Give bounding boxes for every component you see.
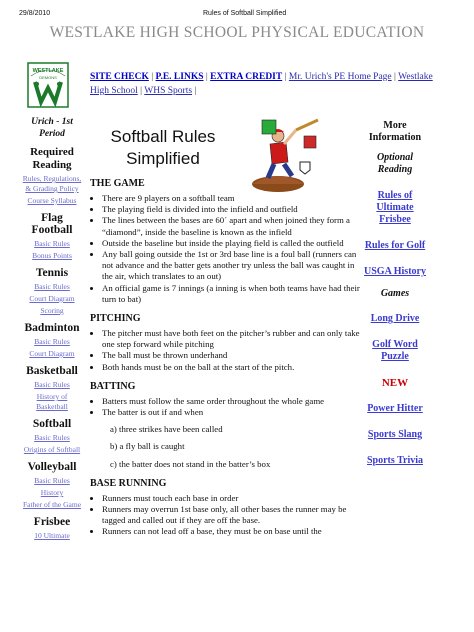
site-check-link[interactable]: SITE CHECK <box>90 72 149 82</box>
logo-sub-text: DEMONS <box>39 75 57 80</box>
sport-link[interactable]: Court Diagram <box>29 349 75 358</box>
new-links <box>362 403 428 467</box>
westlake-demons-logo[interactable] <box>27 62 69 108</box>
sport-heading: Frisbee <box>33 516 71 528</box>
rule-item: • The pitcher must have both feet on the pitcher’s rubber and can only take one step forward while pitching <box>102 328 366 350</box>
out-condition: a) three strikes have been called <box>110 424 223 435</box>
sport-heading: Badminton <box>24 322 80 334</box>
print-title: Rules of Softball Simplified <box>203 10 287 17</box>
sport-heading: Flag Football <box>31 212 73 236</box>
games-heading: Games <box>380 288 410 299</box>
more-information-heading: More Information <box>368 120 422 143</box>
sport-heading: Tennis <box>35 267 69 279</box>
section-heading: BASE RUNNING <box>90 477 167 489</box>
sport-link[interactable]: Basic Rules <box>34 476 70 485</box>
required-reading-heading: Required Reading <box>30 146 74 171</box>
section-heading: THE GAME <box>90 178 145 189</box>
sport-link[interactable]: Basic Rules <box>34 337 70 346</box>
rule-item: • Outside the baseline but inside the playing field is called the outfield <box>102 238 366 249</box>
sport-link[interactable]: Basic Rules <box>34 239 70 248</box>
sport-link[interactable]: 10 Ultimate <box>34 531 70 540</box>
sport-link[interactable]: Basic Rules <box>34 433 70 442</box>
out-condition: b) a fly ball is caught <box>110 441 185 452</box>
rule-item: • An official game is 7 innings (a inning is when both teams have had their turn to bat) <box>102 283 366 305</box>
rule-item: • The playing field is divided into the infield and outfield <box>102 204 366 215</box>
rule-item: • There are 9 players on a softball team <box>102 193 366 204</box>
rule-item: • Batters must follow the same order throughout the whole game <box>102 396 366 407</box>
sport-link[interactable]: Father of the Game <box>22 500 82 509</box>
right-sidebar <box>362 120 428 467</box>
rules-list <box>88 328 366 373</box>
left-sidebar <box>20 116 84 543</box>
nav-separator: | <box>151 72 154 82</box>
info-link[interactable]: Sports Slang <box>367 429 423 440</box>
extra-credit-link[interactable]: EXTRA CREDIT <box>210 72 283 82</box>
rule-item: • The ball must be thrown underhand <box>102 350 366 361</box>
new-heading: NEW <box>381 377 409 389</box>
site-title: WESTLAKE HIGH SCHOOL PHYSICAL EDUCATION <box>49 24 425 41</box>
pe-home-page-link[interactable]: Mr. Urich's PE Home Page <box>288 72 392 82</box>
rule-item: • Runners can not lead off a base, they must be on base until the <box>102 526 366 537</box>
sports-list <box>20 212 84 541</box>
optional-reading-links <box>362 190 428 278</box>
softball-player-illustration <box>248 118 328 194</box>
sport-heading: Basketball <box>26 365 78 377</box>
rule-item: • Runners must touch each base in order <box>102 493 366 504</box>
pe-links-link[interactable]: P.E. LINKS <box>155 72 204 82</box>
rules-regulations-link[interactable]: Rules, Regulations, & Grading Policy <box>22 174 82 193</box>
sport-heading: Softball <box>32 418 72 430</box>
sport-link[interactable]: Scoring <box>40 306 64 315</box>
nav-separator: | <box>284 72 287 82</box>
logo-top-text: WESTLAKE <box>32 68 64 74</box>
sport-link[interactable]: Court Diagram <box>29 294 75 303</box>
rules-list <box>88 396 366 418</box>
info-link[interactable]: Rules of Ultimate Frisbee <box>376 190 414 225</box>
rule-item: • The lines between the bases are 60´ apart and when joined they form a “diamond”, inside the baseline is known as the infield <box>102 215 366 237</box>
rules-list <box>88 193 366 305</box>
nav-separator: | <box>140 86 143 96</box>
nav-separator: | <box>194 86 197 96</box>
sport-link[interactable]: History of Basketball <box>36 392 68 411</box>
section-heading: PITCHING <box>90 313 141 325</box>
optional-reading-heading: Optional Reading <box>376 152 414 175</box>
sport-link[interactable]: Basic Rules <box>34 380 70 389</box>
westlake-high-school-link[interactable]: Westlake High School <box>90 72 433 96</box>
main-content <box>88 120 366 538</box>
info-link[interactable]: USGA History <box>364 266 426 277</box>
info-link[interactable]: Power Hitter <box>367 403 423 414</box>
rule-item: • Any ball going outside the 1st or 3rd base line is a foul ball (runners can not advance and the batter gets another try unless the ball was caught in the air, which translates to an out) <box>102 249 366 283</box>
whs-sports-link[interactable]: WHS Sports <box>144 86 193 96</box>
section-heading: BATTING <box>90 380 136 392</box>
period-label: Urich - 1st Period <box>31 117 73 139</box>
rules-list <box>88 493 366 538</box>
page-title: Softball Rules Simplified <box>110 127 216 168</box>
sport-link[interactable]: History <box>40 488 64 497</box>
rule-item: • Runners may overrun 1st base only, all other bases the runner may be tagged and called out if they are off the base. <box>102 504 366 526</box>
info-link[interactable]: Sports Trivia <box>366 455 424 466</box>
info-link[interactable]: Rules for Golf <box>364 240 426 251</box>
nav-separator: | <box>394 72 396 82</box>
print-date: 29/8/2010 <box>19 10 51 17</box>
rule-item: • The batter is out if and when <box>102 407 366 418</box>
print-header <box>0 0 474 20</box>
sport-link[interactable]: Bonus Points <box>32 251 72 260</box>
games-links <box>362 313 428 363</box>
nav-separator: | <box>205 72 208 82</box>
info-link[interactable]: Golf Word Puzzle <box>372 339 418 362</box>
sport-heading: Volleyball <box>27 461 77 473</box>
sport-link[interactable]: Origins of Softball <box>23 445 81 454</box>
rules-sections <box>88 178 366 538</box>
info-link[interactable]: Long Drive <box>370 313 420 324</box>
out-condition: c) the batter does not stand in the batter’s box <box>110 458 271 469</box>
top-navigation <box>90 70 435 98</box>
sport-link[interactable]: Basic Rules <box>34 282 70 291</box>
rule-item: • Both hands must be on the ball at the start of the pitch. <box>102 362 366 373</box>
course-syllabus-link[interactable]: Course Syllabus <box>27 196 77 205</box>
